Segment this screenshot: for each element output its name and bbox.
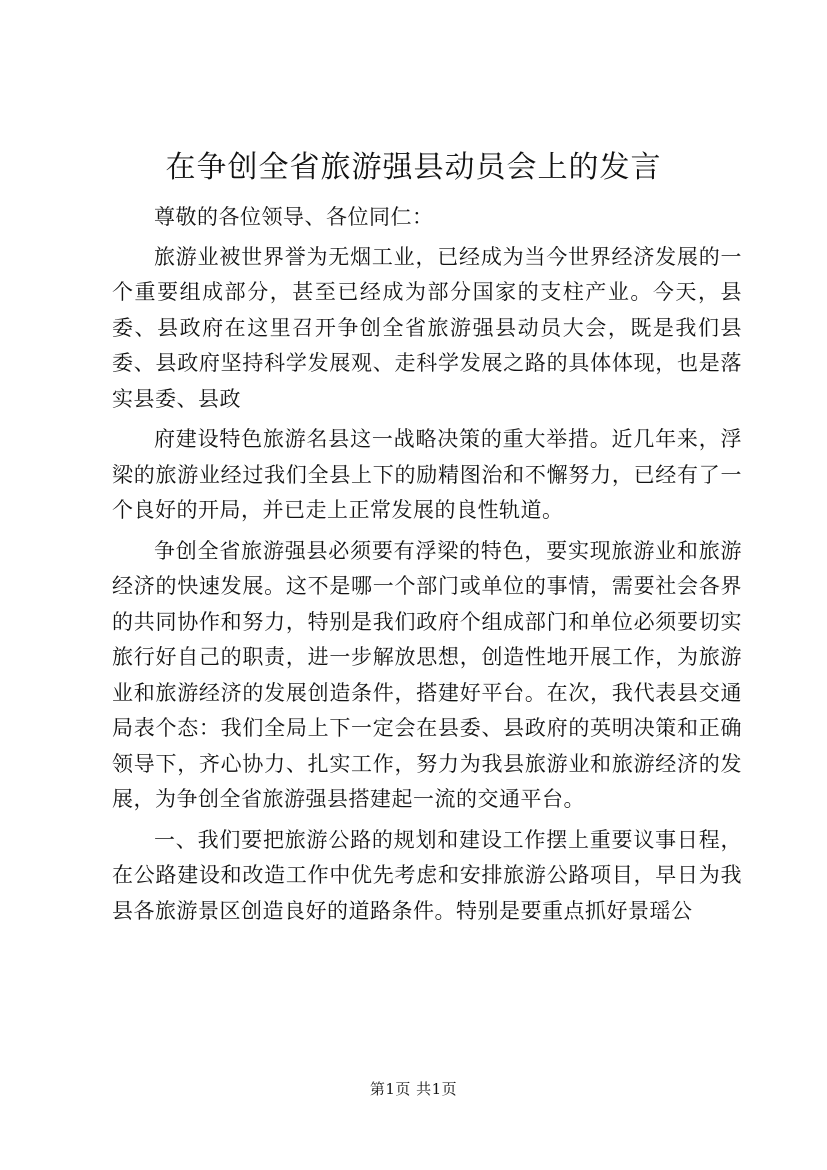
salutation: 尊敬的各位领导、各位同仁： xyxy=(154,205,434,229)
paragraph-2: 府建设特色旅游名县这一战略决策的重大举措。近几年来，浮梁的旅游业经过我们全县上下的励精图治和不懈努力，已经有了一个良好的开局，并已走上正常发展的良性轨道。 xyxy=(112,427,742,522)
paragraph-4: 一、我们要把旅游公路的规划和建设工作摆上重要议事日程，在公路建设和改造工作中优先考虑和安排旅游公路项目，早日为我县各旅游景区创造良好的道路条件。特别是要重点抓好景瑶公 xyxy=(112,827,742,923)
page-footer: 第1页 共1页 xyxy=(369,1080,458,1098)
document-title: 在争创全省旅游强县动员会上的发言 xyxy=(165,150,662,185)
paragraph-3: 争创全省旅游强县必须要有浮梁的特色，要实现旅游业和旅游经济的快速发展。这不是哪一个部门或单位的事情，需要社会各界的共同协作和努力，特别是我们政府个组成部门和单位必须要切实旅行好自己的职责，进一步解放思想，创造性地开展工作，为旅游业和旅游经济的发展创造条件，搭建好平台。在次，我代表县交通局表个态：我们全局上下一定会在县委、县政府的英明决策和正确领导下，齐心协力、扎实工作，努力为我县旅游业和旅游经济的发展，为争创全省旅游强县搭建起一流的交通平台。 xyxy=(112,538,742,811)
document-body xyxy=(112,200,742,929)
paragraph-1: 旅游业被世界誉为无烟工业，已经成为当今世界经济发展的一个重要组成部分，甚至已经成为部分国家的支柱产业。今天，县委、县政府在这里召开争创全省旅游强县动员大会，既是我们县委、县政府坚持科学发展观、走科学发展之路的具体体现，也是落实县委、县政 xyxy=(112,244,742,411)
